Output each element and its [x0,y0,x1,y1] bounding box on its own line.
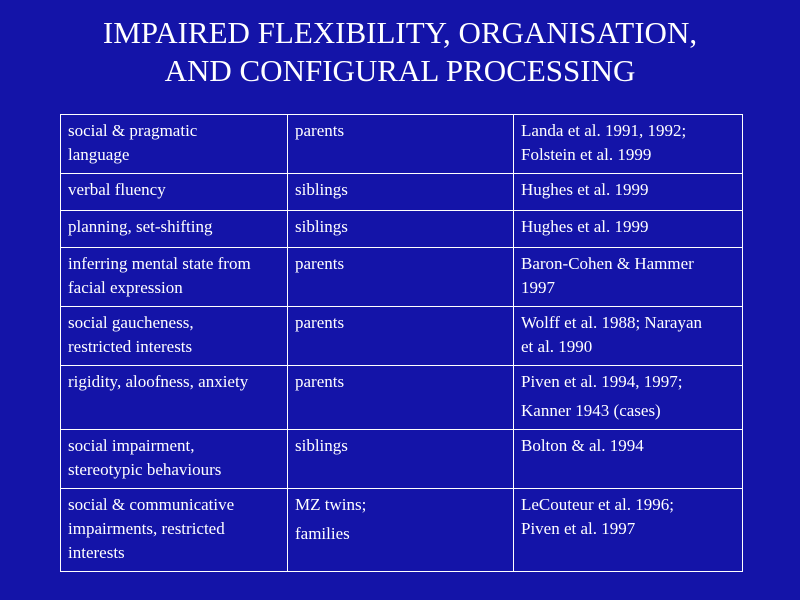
source-text: Kanner 1943 (cases) [521,401,661,420]
source-text: Baron-Cohen & Hammer [521,254,694,273]
feature-text: verbal fluency [68,180,166,199]
slide-title [0,14,800,90]
feature-cell [61,430,288,489]
relatives-text: MZ twins; [295,495,367,514]
slide-title-line-2: AND CONFIGURAL PROCESSING [164,53,636,88]
source-text: 1997 [521,278,555,297]
feature-text: facial expression [68,278,183,297]
feature-text: interests [68,543,125,562]
feature-text: social & communicative [68,495,235,514]
relatives-text: parents [295,121,345,140]
source-text: Piven et al. 1994, 1997; [521,372,683,391]
relatives-text: siblings [295,180,348,199]
table-row [61,489,743,572]
feature-cell [61,248,288,307]
source-text: LeCouteur et al. 1996; [521,495,674,514]
table-row [61,307,743,366]
source-cell [514,430,743,489]
source-cell [514,174,743,211]
source-text: et al. 1990 [521,337,593,356]
source-cell [514,366,743,430]
source-text: Landa et al. 1991, 1992; [521,121,687,140]
feature-text: language [68,145,130,164]
source-cell [514,211,743,248]
source-cell [514,248,743,307]
feature-text: social gaucheness, [68,313,194,332]
feature-cell [61,115,288,174]
source-text: Hughes et al. 1999 [521,180,649,199]
feature-cell [61,489,288,572]
relatives-cell [288,489,514,572]
feature-text: inferring mental state from [68,254,251,273]
feature-text: restricted interests [68,337,193,356]
source-cell [514,307,743,366]
source-text: Folstein et al. 1999 [521,145,652,164]
evidence-table [60,114,743,572]
relatives-text: parents [295,313,345,332]
source-text: Bolton & al. 1994 [521,436,644,455]
feature-text: impairments, restricted [68,519,225,538]
source-text: Piven et al. 1997 [521,519,636,538]
source-cell [514,489,743,572]
feature-text: stereotypic behaviours [68,460,222,479]
relatives-text: parents [295,372,345,391]
feature-text: rigidity, aloofness, anxiety [68,372,249,391]
table-row [61,211,743,248]
table-row [61,366,743,430]
relatives-cell [288,307,514,366]
source-text: Hughes et al. 1999 [521,217,649,236]
feature-cell [61,307,288,366]
table-row [61,115,743,174]
table-row [61,174,743,211]
relatives-text: siblings [295,217,348,236]
feature-text: social impairment, [68,436,195,455]
relatives-cell [288,248,514,307]
feature-cell [61,174,288,211]
feature-cell [61,211,288,248]
table-row [61,430,743,489]
source-cell [514,115,743,174]
relatives-text: siblings [295,436,348,455]
relatives-text: parents [295,254,345,273]
relatives-cell [288,430,514,489]
feature-text: planning, set-shifting [68,217,213,236]
relatives-text: families [295,524,350,543]
feature-cell [61,366,288,430]
source-text: Wolff et al. 1988; Narayan [521,313,703,332]
table-row [61,248,743,307]
relatives-cell [288,174,514,211]
relatives-cell [288,115,514,174]
relatives-cell [288,211,514,248]
feature-text: social & pragmatic [68,121,198,140]
relatives-cell [288,366,514,430]
slide-title-line-1: IMPAIRED FLEXIBILITY, ORGANISATION, [102,15,698,50]
